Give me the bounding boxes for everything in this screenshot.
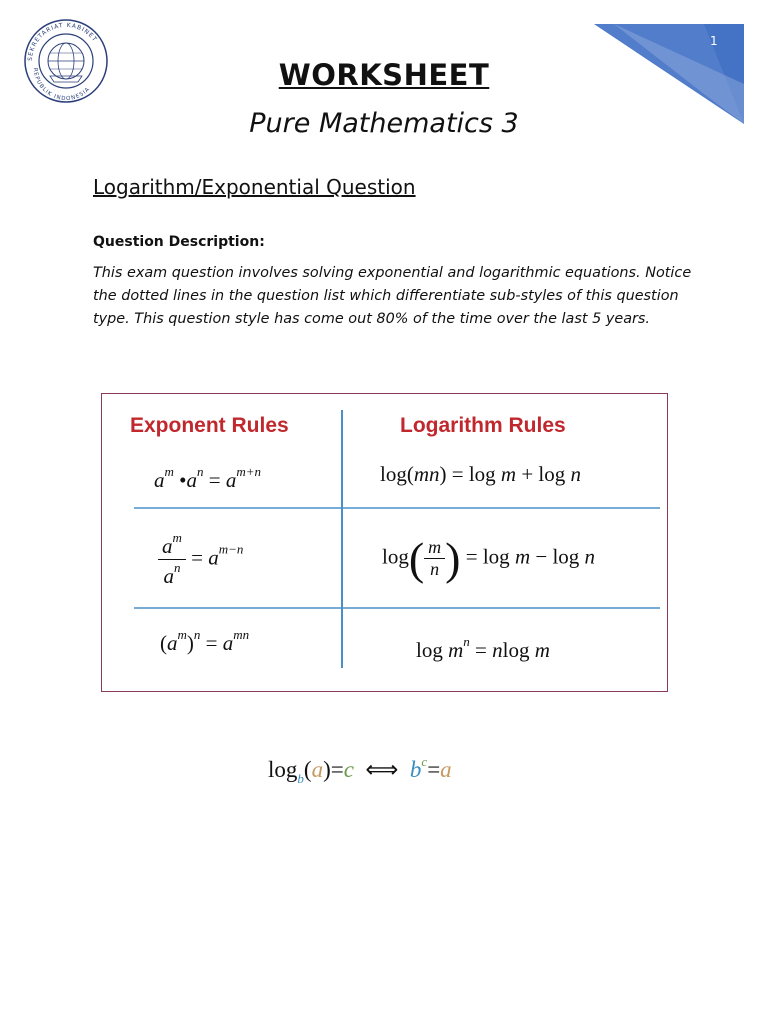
description-body: This exam question involves solving exponential and logarithmic equations. Notice the dotted lines in the question list which differentiate sub-styles of this question type. This question style has come out 80% of the time over the last 5 years.	[93, 265, 692, 327]
worksheet-subtitle: Pure Mathematics 3	[249, 108, 519, 139]
description-label: Question Description:	[93, 234, 265, 250]
exponent-rule-quotient: $\frac{a^m}{a^n}$ = $a^{m-n}$	[158, 530, 243, 589]
logarithm-rule-quotient: log( $\frac{m}{n}$ ) = log m − log n	[382, 533, 596, 584]
page-number: 1	[710, 34, 718, 48]
exponent-rule-power: $(a^m)^n = a^{mn}$	[160, 627, 250, 655]
section-heading: Logarithm/Exponential Question	[93, 175, 416, 199]
exponent-rules-heading: Exponent Rules	[130, 414, 289, 437]
exponent-rule-product: $a^m$ $•a^n = a^{m+n}$	[154, 464, 262, 492]
log-exponent-equivalence: $\log_b(a)=c$ ⟺ $b^c=a$	[268, 754, 452, 786]
svg-text:SEKRETARIAT KABINET: SEKRETARIAT KABINET	[26, 21, 99, 62]
logarithm-rule-product: log(mn) = log m + log n	[380, 462, 582, 486]
svg-text:REPUBLIK INDONESIA: REPUBLIK INDONESIA	[31, 67, 92, 103]
rules-table-figure	[101, 393, 668, 692]
worksheet-title: WORKSHEET	[278, 58, 490, 92]
logarithm-rule-power: $\log m^n = nlog$ m	[416, 634, 550, 662]
logarithm-rules-heading: Logarithm Rules	[400, 414, 566, 437]
